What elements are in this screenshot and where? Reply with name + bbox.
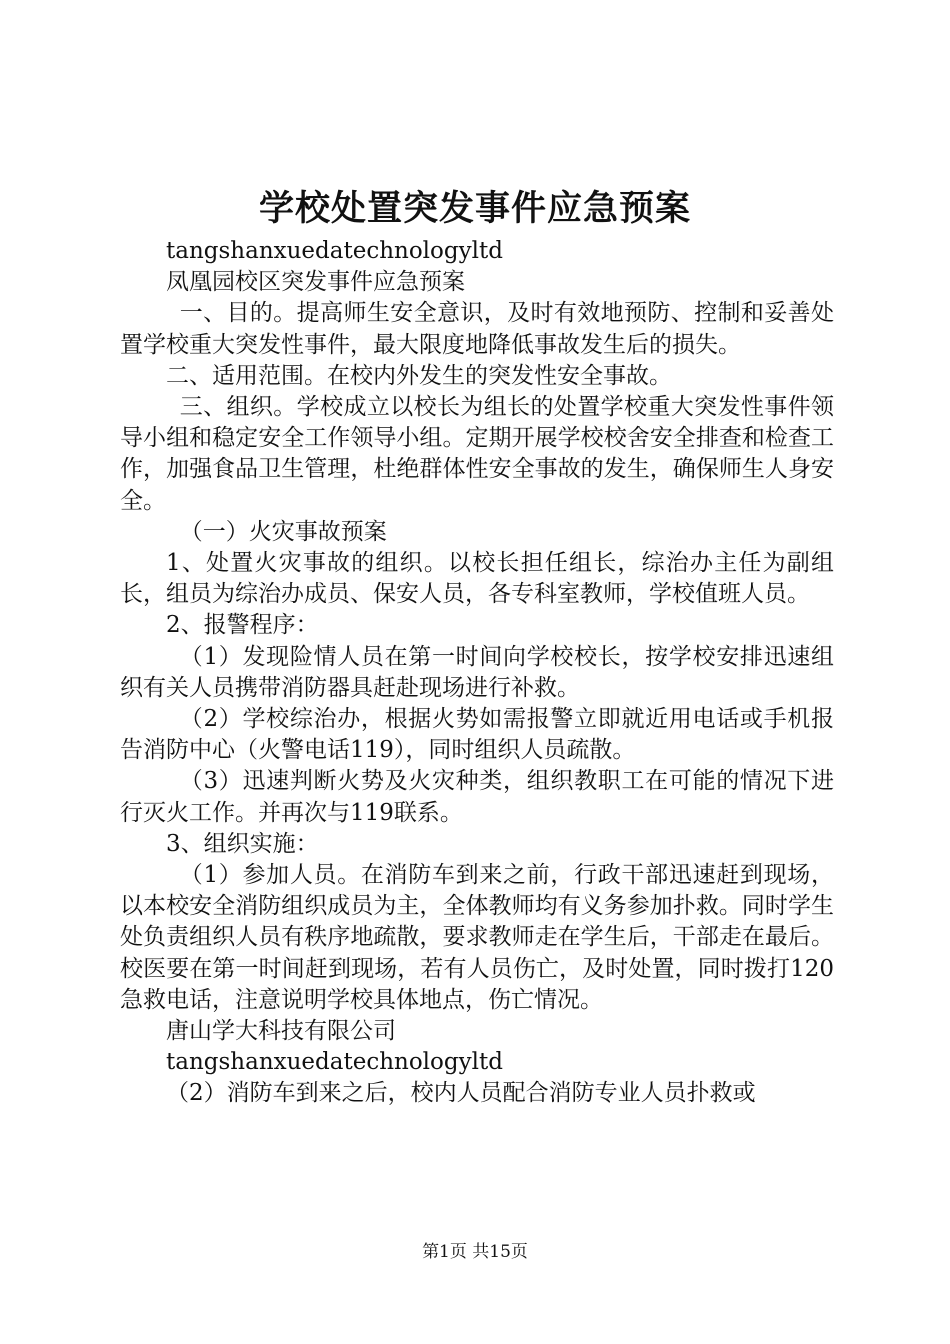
body-paragraph: （1）发现险情人员在第一时间向学校校长，按学校安排迅速组织有关人员携带消防器具赶赴现场进行补救。 (120, 643, 834, 701)
body-paragraph: 2、报警程序： (166, 612, 319, 639)
body-paragraph: 二、适用范围。在校内外发生的突发性安全事故。 (166, 362, 672, 389)
body-paragraph: （一）火灾事故预案 (179, 518, 387, 545)
body-paragraph: 三、组织。学校成立以校长为组长的处置学校重大突发性事件领导小组和稳定安全工作领导小组。定期开展学校校舍安全排查和检查工作，加强食品卫生管理，杜绝群体性安全事故的发生，确保师生人身安全。 (120, 394, 834, 514)
body-paragraph: 凤凰园校区突发事件应急预案 (166, 269, 465, 296)
body-paragraph: tangshanxuedatechnologyltd (166, 1049, 503, 1076)
body-paragraph: tangshanxuedatechnologyltd (166, 238, 503, 264)
document-title: 学校处置突发事件应急预案 (258, 188, 691, 229)
body-paragraph: （2）消防车到来之后，校内人员配合消防专业人员扑救或 (166, 1080, 756, 1107)
body-paragraph: 3、组织实施： (166, 830, 319, 857)
body-paragraph: （3）迅速判断火势及火灾种类，组织教职工在可能的情况下进行灭火工作。并再次与119联系。 (120, 768, 834, 826)
body-paragraph: （1）参加人员。在消防车到来之前，行政干部迅速赶到现场，以本校安全消防组织成员为主，全体教师均有义务参加扑救。同时学生处负责组织人员有秩序地疏散，要求教师走在学生后，干部走在最后。校医要在第一时间赶到现场，若有人员伤亡，及时处置，同时拨打120急救电话，注意说明学校具体地点，伤亡情况。 (120, 862, 834, 1013)
body-paragraph: （2）学校综治办，根据火势如需报警立即就近用电话或手机报告消防中心（火警电话119），同时组织人员疏散。 (120, 706, 834, 764)
body-paragraph: 1、处置火灾事故的组织。以校长担任组长，综治办主任为副组长，组员为综治办成员、保安人员，各专科室教师，学校值班人员。 (120, 550, 834, 608)
body-paragraph: 一、目的。提高师生安全意识，及时有效地预防、控制和妥善处置学校重大突发性事件，最大限度地降低事故发生后的损失。 (120, 300, 834, 358)
page-footer: 第1页 共15页 (422, 1242, 528, 1262)
body-paragraph: 唐山学大科技有限公司 (166, 1018, 396, 1045)
document-body (120, 236, 834, 1110)
